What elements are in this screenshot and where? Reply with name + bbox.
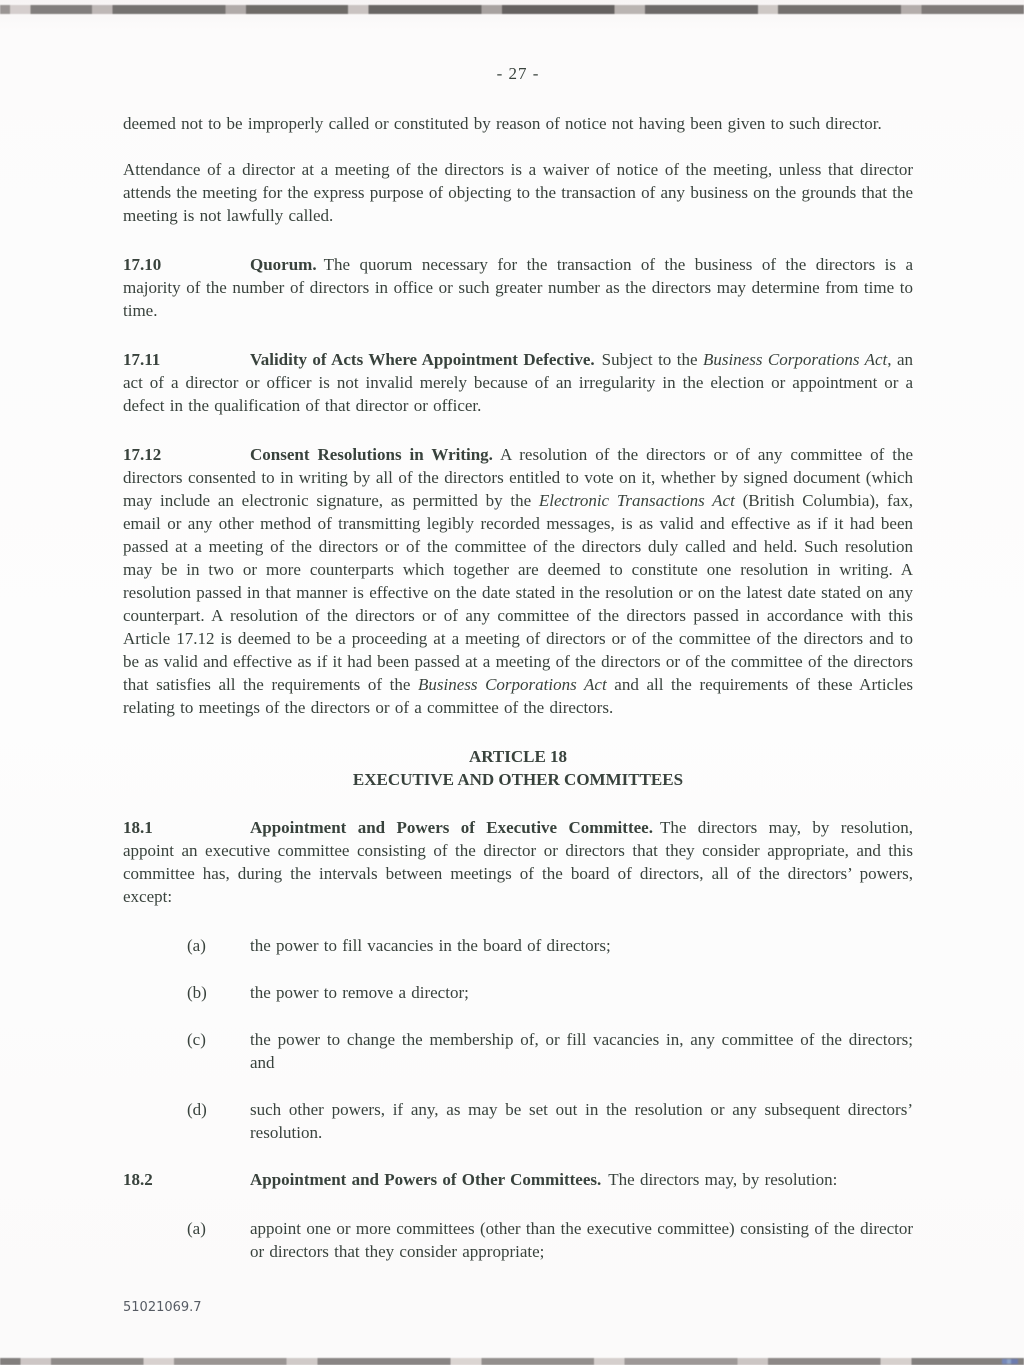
article-18-number: ARTICLE 18 bbox=[468, 747, 568, 766]
section-body: The directors may, by resolution, appoint an executive committee consisting of the director or directors that they consider appropriate, and this committee has, during the intervals between meetings of the board of directors, all of the directors’ powers, except: bbox=[123, 818, 914, 906]
list-item-text: appoint one or more committees (other than the executive committee) consisting of the director or directors that they consider appropriate; bbox=[250, 1219, 913, 1261]
list-item-text: the power to change the membership of, or fill vacancies in, any committee of the directors; and bbox=[250, 1030, 913, 1072]
article-18-heading bbox=[123, 745, 913, 791]
section-18-2 bbox=[123, 1168, 913, 1191]
list-item-text: the power to fill vacancies in the board of directors; bbox=[250, 936, 611, 955]
list-item-text: such other powers, if any, as may be set out in the resolution or any subsequent directors’ resolution. bbox=[250, 1100, 913, 1142]
list-item-label: (d) bbox=[187, 1100, 207, 1119]
section-number: 18.1 bbox=[123, 818, 153, 837]
section-number: 17.10 bbox=[123, 255, 162, 274]
list-item-18-1-a bbox=[187, 934, 913, 957]
scan-artifact-bottom-edge bbox=[0, 1358, 1024, 1365]
list-item-label: (c) bbox=[187, 1030, 206, 1049]
page-number: - 27 - bbox=[496, 64, 540, 83]
list-item-18-1-b bbox=[187, 981, 913, 1004]
page-content bbox=[123, 0, 913, 1287]
article-18-title: EXECUTIVE AND OTHER COMMITTEES bbox=[352, 770, 684, 789]
section-title: Quorum. bbox=[250, 255, 317, 274]
section-17-11 bbox=[123, 348, 913, 417]
section-18-1 bbox=[123, 816, 913, 908]
section-number: 17.11 bbox=[123, 350, 161, 369]
section-title: Validity of Acts Where Appointment Defective. bbox=[250, 350, 595, 369]
section-body: A resolution of the directors or of any committee of the directors consented to in writing by all of the directors entitled to vote on it, whether by signed document (which may include an electronic signature, as permitted by the Electronic Transactions Act (British Columbia), fax, email or any other method of transmitting legibly recorded messages, is as valid and effective as if it had been passed at a meeting of the directors or of the committee of the directors duly called and held. Such resolution may be in two or more counterparts which together are deemed to constitute one resolution in writing. A resolution passed in that manner is effective on the date stated in the resolution or on the latest date stated on any counterpart. A resolution of the directors or of any committee of the directors passed in accordance with this Article 17.12 is deemed to be a proceeding at a meeting of directors or of the committee of the directors and to be as valid and effective as if it had been passed at a meeting of the directors or of the committee of the directors that satisfies all the requirements of the Business Corporations Act and all the requirements of these Articles relating to meetings of the directors or of a committee of the directors. bbox=[123, 445, 913, 717]
section-body: Subject to the Business Corporations Act, an act of a director or officer is not invalid merely because of an irregularity in the election or appointment or a defect in the qualification of that director or officer. bbox=[123, 350, 914, 415]
list-item-label: (a) bbox=[187, 1219, 206, 1238]
list-item-label: (b) bbox=[187, 983, 207, 1002]
document-control-number: 51021069.7 bbox=[123, 1300, 202, 1315]
section-number: 18.2 bbox=[123, 1170, 153, 1189]
section-title: Appointment and Powers of Other Committees. bbox=[250, 1170, 602, 1189]
section-number: 17.12 bbox=[123, 445, 162, 464]
section-body: The directors may, by resolution: bbox=[608, 1170, 838, 1189]
list-item-18-1-c bbox=[187, 1028, 913, 1074]
list-item-18-2-a bbox=[187, 1217, 913, 1263]
section-title: Consent Resolutions in Writing. bbox=[250, 445, 493, 464]
list-item-18-1-d bbox=[187, 1098, 913, 1144]
scan-artifact-blue-mark bbox=[1002, 1359, 1018, 1364]
section-title: Appointment and Powers of Executive Committee. bbox=[250, 818, 653, 837]
section-17-12 bbox=[123, 443, 913, 719]
list-item-label: (a) bbox=[187, 936, 206, 955]
section-body: The quorum necessary for the transaction of the business of the directors is a majority of the number of directors in office or such greater number as the directors may determine from time to time. bbox=[123, 255, 913, 320]
paragraph-notice-continuation: deemed not to be improperly called or constituted by reason of notice not having been given to such director. bbox=[123, 114, 882, 133]
list-item-text: the power to remove a director; bbox=[250, 983, 469, 1002]
paragraph-attendance-waiver: Attendance of a director at a meeting of the directors is a waiver of notice of the meeting, unless that director attends the meeting for the express purpose of objecting to the transaction of any business on the grounds that the meeting is not lawfully called. bbox=[123, 160, 913, 225]
section-17-10 bbox=[123, 253, 913, 322]
